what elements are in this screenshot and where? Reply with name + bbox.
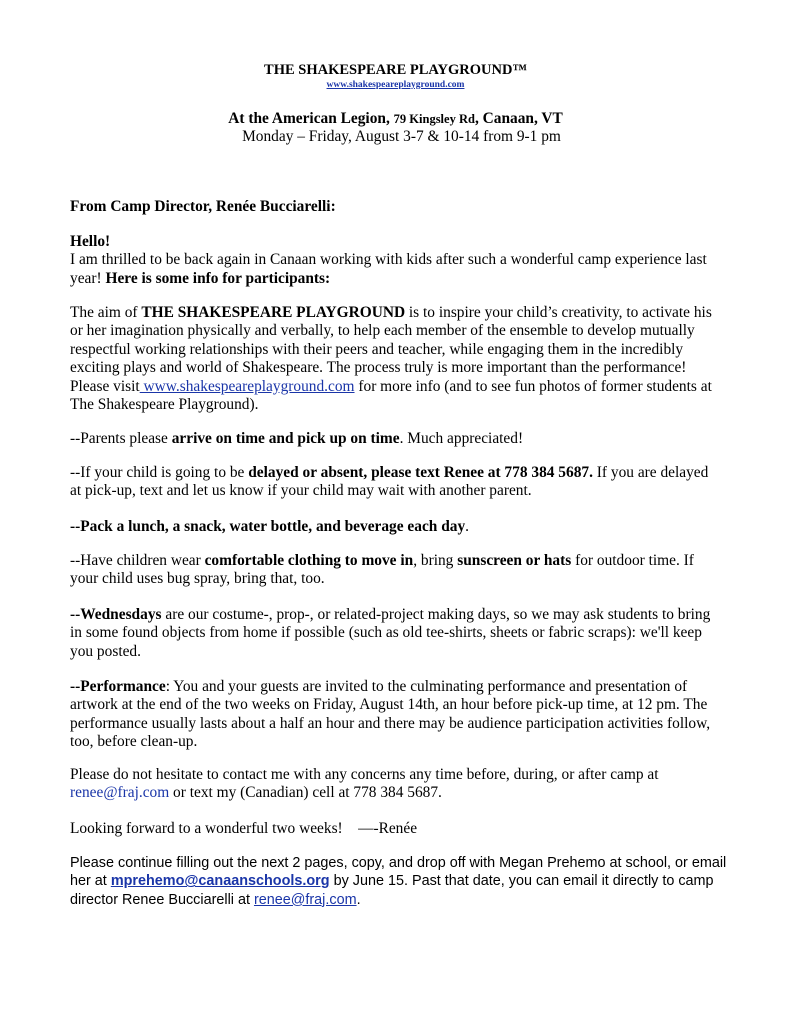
dates-line: Monday – Friday, August 3-7 & 10-14 from 9-1 pm bbox=[242, 128, 561, 145]
performance-paragraph: --Performance: You and your guests are invited to the culminating performance and presentation of artwork at the end of the two weeks on Friday, August 14th, an hour before pick-up time, at 12 pm. The performance usually lasts about a half an hour and there may be audience participation activities follow, too, before clean-up. bbox=[70, 678, 711, 751]
parents-paragraph: --Parents please arrive on time and pick up on time. Much appreciated! bbox=[70, 430, 524, 447]
venue-line: At the American Legion, 79 Kingsley Rd, Canaan, VT bbox=[228, 110, 563, 127]
contact-paragraph: Please do not hesitate to contact me with any concerns any time before, during, or after camp at renee@fraj.com or text my (Canadian) cell at 778 384 5687. bbox=[70, 766, 659, 802]
hello-line: Hello! bbox=[70, 233, 111, 250]
delayed-paragraph: --If your child is going to be delayed or absent, please text Renee at 778 384 5687. If you are delayed at pick-up, text and let us know if your child may wait with another parent. bbox=[70, 464, 709, 500]
from-line: From Camp Director, Renée Bucciarelli: bbox=[70, 198, 336, 215]
wednesdays-paragraph: --Wednesdays are our costume-, prop-, or related-project making days, so we may ask students to bring in some found objects from home if possible (such as old tee-shirts, sheets or fabric scraps): we'll keep you posted. bbox=[70, 606, 711, 660]
email-link-renee[interactable]: renee@fraj.com bbox=[70, 784, 170, 802]
website-link[interactable]: www.shakespeareplayground.com bbox=[326, 80, 465, 90]
email-link-prehemo[interactable]: mprehemo@canaanschools.org bbox=[110, 873, 330, 890]
signoff-line: Looking forward to a wonderful two weeks! —-Renée bbox=[70, 820, 418, 837]
greeting-paragraph: Hello! I am thrilled to be back again in Canaan working with kids after such a wonderful camp experience last year! Here is some info for participants: bbox=[70, 233, 730, 288]
website-link-inline[interactable]: www.shakespeareplayground.com bbox=[139, 377, 355, 395]
instructions-paragraph: Please continue filling out the next 2 pages, copy, and drop off with Megan Prehemo at school, or email her at mprehemo@canaanschools.org by June 15. Past that date, you can email it directly to camp director Renee Bucciarelli at renee@fraj.com. bbox=[70, 855, 727, 908]
clothing-paragraph: --Have children wear comfortable clothing to move in, bring sunscreen or hats for outdoor time. If your child uses bug spray, bring that, too. bbox=[70, 552, 694, 588]
email-link-renee-2[interactable]: renee@fraj.com bbox=[253, 891, 357, 908]
lunch-paragraph: --Pack a lunch, a snack, water bottle, and beverage each day. bbox=[70, 518, 470, 535]
document-title: THE SHAKESPEARE PLAYGROUND™ bbox=[264, 62, 527, 78]
aim-paragraph: The aim of THE SHAKESPEARE PLAYGROUND is to inspire your child’s creativity, to activate his or her imagination physically and verbally, to help each member of the ensemble to develop mutually respectful working relationships with their peers and teacher, while engaging them in the incredibly exciting plays and world of Shakespeare. The process truly is more important than the performance! Please visit www.shakespeareplayground.com for more info (and to see fun photos of former students at The Shakespeare Playground). bbox=[70, 304, 712, 414]
header-website bbox=[0, 80, 791, 91]
